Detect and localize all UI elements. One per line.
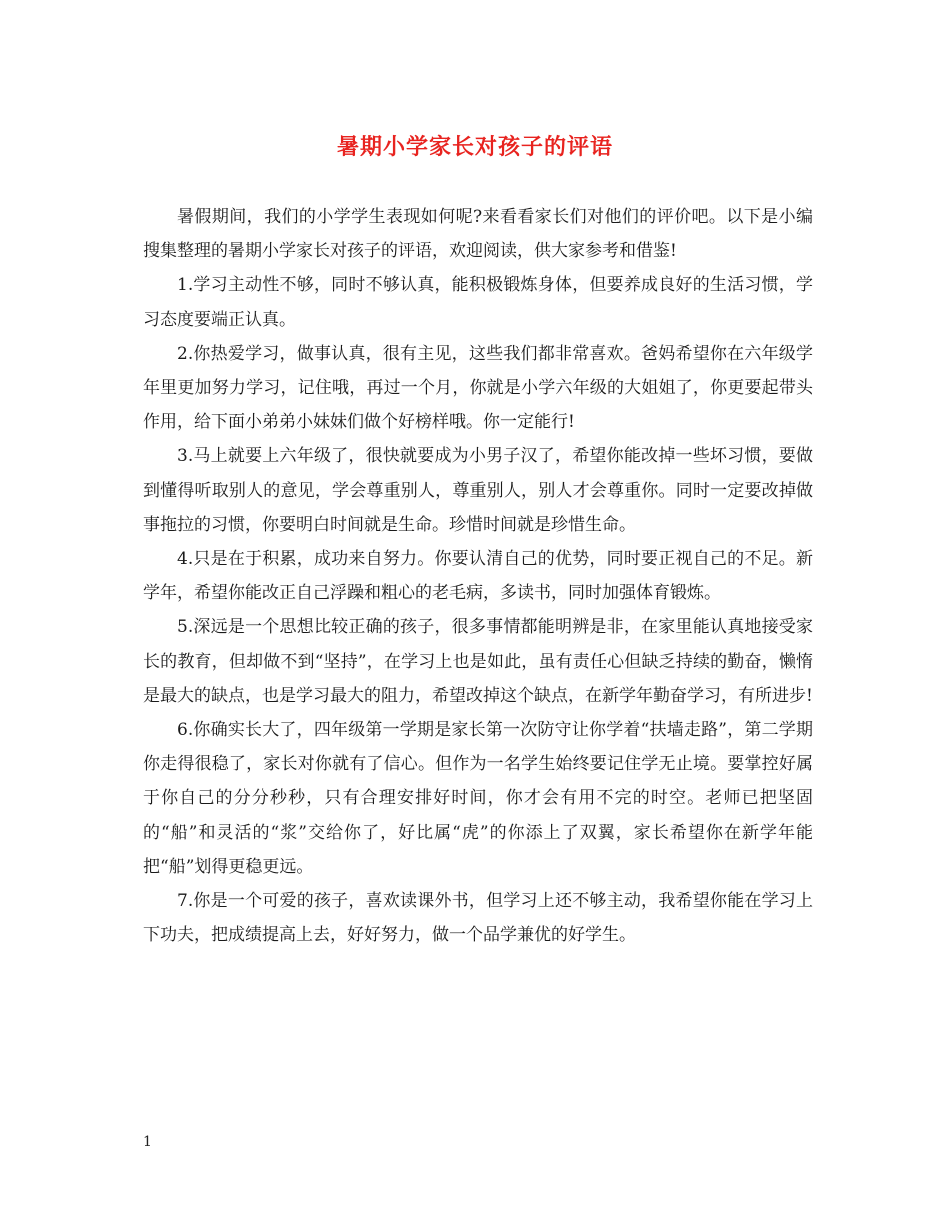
comment-paragraph-7: 7.你是一个可爱的孩子，喜欢读课外书，但学习上还不够主动，我希望你能在学习上下功夫，把成绩提高上去，好好努力，做一个品学兼优的好学生。	[143, 891, 813, 946]
intro-paragraph: 暑假期间，我们的小学学生表现如何呢?来看看家长们对他们的评价吧。以下是小编搜集整理的暑期小学家长对孩子的评语，欢迎阅读，供大家参考和借鉴!	[143, 207, 813, 262]
comment-paragraph-6: 6.你确实长大了，四年级第一学期是家长第一次防守让你学着“扶墙走路”，第二学期你走得很稳了，家长对你就有了信心。但作为一名学生始终要记住学无止境。要掌控好属于你自己的分分秒秒，只有合理安排好时间，你才会有用不完的时空。老师已把坚固的“船”和灵活的“浆”交给你了，好比属“虎”的你添上了双翼，家长希望你在新学年能把“船”划得更稳更远。	[143, 720, 813, 877]
comment-paragraph-4: 4.只是在于积累，成功来自努力。你要认清自己的优势，同时要正视自己的不足。新学年，希望你能改正自己浮躁和粗心的老毛病，多读书，同时加强体育锻炼。	[143, 549, 813, 604]
document-body	[143, 200, 813, 952]
page-number: 1	[143, 1134, 152, 1150]
comment-paragraph-2: 2.你热爱学习，做事认真，很有主见，这些我们都非常喜欢。爸妈希望你在六年级学年里更加努力学习，记住哦，再过一个月，你就是小学六年级的大姐姐了，你更要起带头作用，给下面小弟弟小妹妹们做个好榜样哦。你一定能行!	[143, 343, 813, 433]
comment-paragraph-5: 5.深远是一个思想比较正确的孩子，很多事情都能明辨是非，在家里能认真地接受家长的教育，但却做不到“坚持”，在学习上也是如此，虽有责任心但缺乏持续的勤奋，懒惰是最大的缺点，也是学习最大的阻力，希望改掉这个缺点，在新学年勤奋学习，有所进步!	[143, 617, 813, 706]
comment-paragraph-1: 1.学习主动性不够，同时不够认真，能积极锻炼身体，但要养成良好的生活习惯，学习态度要端正认真。	[143, 275, 813, 330]
comment-paragraph-3: 3.马上就要上六年级了，很快就要成为小男子汉了，希望你能改掉一些坏习惯，要做到懂得听取别人的意见，学会尊重别人，尊重别人，别人才会尊重你。同时一定要改掉做事拖拉的习惯，你要明白时间就是生命。珍惜时间就是珍惜生命。	[143, 446, 813, 535]
document-title: 暑期小学家长对孩子的评语	[336, 134, 613, 160]
